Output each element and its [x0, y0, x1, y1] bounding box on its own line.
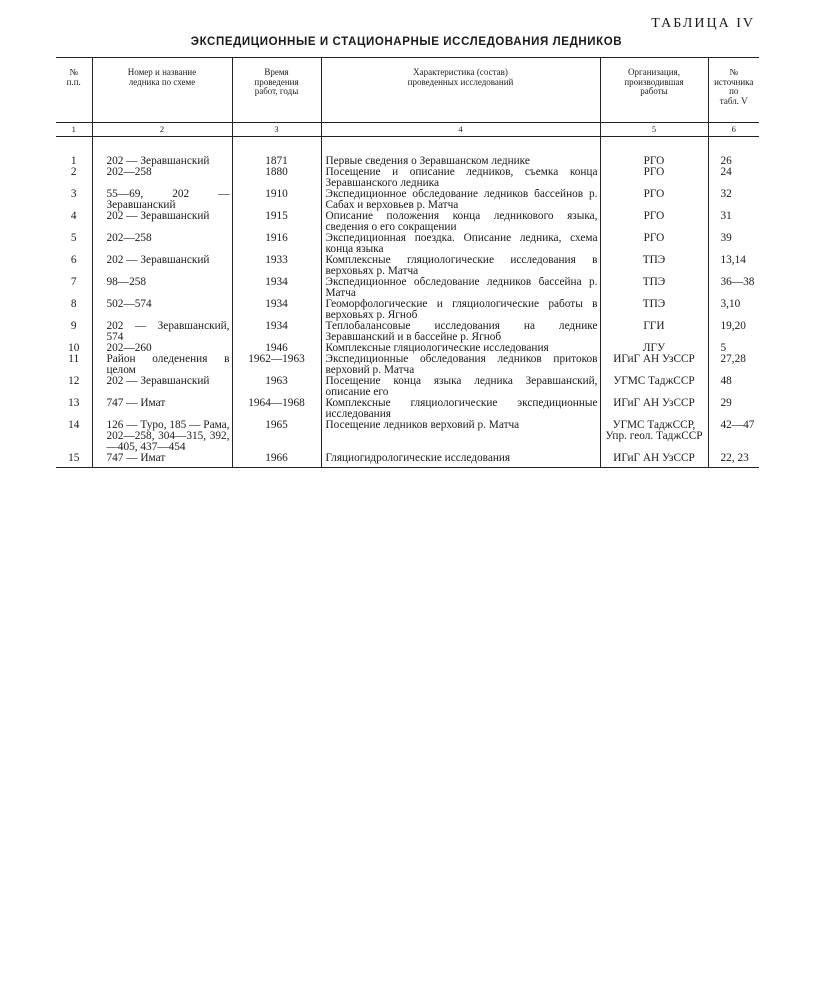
row-number: 7: [70, 277, 77, 288]
glacier-research-table: [56, 57, 759, 468]
source-number: 39: [708, 233, 759, 255]
row-number: 3: [70, 189, 77, 200]
research-description: Первые сведения о Зеравшанском леднике: [321, 137, 600, 168]
organization: ИГиГ АН УзССР: [600, 453, 708, 468]
research-description: Посещение конца языка ледника Зеравшанский, описание его: [321, 376, 600, 398]
research-description: Посещение ледников верховий р. Матча: [321, 420, 600, 453]
table-row: [56, 277, 759, 299]
source-number: 36—38: [708, 277, 759, 299]
work-years: 1963: [232, 376, 321, 398]
row-number: 13: [68, 398, 80, 409]
organization: ЛГУ: [600, 343, 708, 354]
work-years: 1880: [232, 167, 321, 189]
research-description: Экспедиционная поездка. Описание ледника, схема конца языка: [321, 233, 600, 255]
organization: УГМС ТаджССР, Упр. геол. ТаджССР: [600, 420, 708, 453]
table-row: [56, 137, 759, 168]
row-number: 10: [68, 343, 80, 354]
source-number: 26: [708, 137, 759, 168]
glacier-name: 55—69, 202 — Зеравшанский: [92, 189, 232, 211]
row-number: 8: [70, 299, 77, 310]
work-years: 1871: [232, 137, 321, 168]
source-number: 5: [708, 343, 759, 354]
glacier-name: Район оледенения в целом: [92, 354, 232, 376]
organization: ИГиГ АН УзССР: [600, 354, 708, 376]
source-number: 22, 23: [708, 453, 759, 468]
organization: ТПЭ: [600, 255, 708, 277]
work-years: 1916: [232, 233, 321, 255]
work-years: 1933: [232, 255, 321, 277]
row-number: 14: [68, 420, 80, 431]
organization: УГМС ТаджССР: [600, 376, 708, 398]
work-years: 1934: [232, 299, 321, 321]
column-number: 3: [232, 123, 321, 137]
header-source: № источника по табл. V: [708, 58, 759, 123]
table-row: [56, 398, 759, 420]
glacier-name: 202—258: [92, 167, 232, 189]
table-row: [56, 167, 759, 189]
table-row: [56, 420, 759, 453]
organization: РГО: [600, 211, 708, 233]
header-description: Характеристика (состав) проведенных исследований: [321, 58, 600, 123]
organization: ГГИ: [600, 321, 708, 343]
column-number-row: [56, 123, 759, 137]
row-number: 12: [68, 376, 80, 387]
work-years: 1964—1968: [232, 398, 321, 420]
research-description: Комплексные гляциологические исследования в верховьях р. Матча: [321, 255, 600, 277]
source-number: 32: [708, 189, 759, 211]
glacier-name: 126 — Туро, 185 — Рама, 202—258, 304—315, 392,—405, 437—454: [92, 420, 232, 453]
work-years: 1965: [232, 420, 321, 453]
organization: РГО: [600, 233, 708, 255]
research-description: Комплексные гляциологические экспедиционные исследования: [321, 398, 600, 420]
research-description: Теплобалансовые исследования на леднике Зеравшанский и в бассейне р. Ягноб: [321, 321, 600, 343]
source-number: 48: [708, 376, 759, 398]
row-number: 1: [70, 155, 77, 167]
work-years: 1915: [232, 211, 321, 233]
work-years: 1962—1963: [232, 354, 321, 376]
glacier-name: 202 — Зеравшанский: [92, 376, 232, 398]
header-years: Время проведения работ, годы: [232, 58, 321, 123]
table-row: [56, 299, 759, 321]
row-number: 5: [70, 233, 77, 244]
organization: РГО: [600, 167, 708, 189]
glacier-name: 98—258: [92, 277, 232, 299]
work-years: 1946: [232, 343, 321, 354]
row-number: 9: [70, 321, 77, 332]
row-number: 2: [70, 167, 77, 178]
research-description: Экспедиционное обследование ледников бассейнов р. Сабах и верховьев р. Матча: [321, 189, 600, 211]
glacier-name: 202—258: [92, 233, 232, 255]
column-number: 4: [321, 123, 600, 137]
glacier-name: 202 — Зеравшанский: [92, 137, 232, 168]
glacier-name: 202 — Зеравшанский: [92, 211, 232, 233]
row-number: 15: [56, 453, 92, 468]
column-number: 6: [708, 123, 759, 137]
work-years: 1934: [232, 321, 321, 343]
organization: ИГиГ АН УзССР: [600, 398, 708, 420]
organization: ТПЭ: [600, 299, 708, 321]
table-row: [56, 189, 759, 211]
work-years: 1934: [232, 277, 321, 299]
source-number: 13,14: [708, 255, 759, 277]
table-row: [56, 453, 759, 468]
header-row: [56, 58, 759, 123]
table-row: [56, 321, 759, 343]
organization: РГО: [600, 137, 708, 168]
research-description: Экспедиционные обследования ледников притоков верховий р. Матча: [321, 354, 600, 376]
organization: ТПЭ: [600, 277, 708, 299]
glacier-name: 747 — Имат: [92, 453, 232, 468]
glacier-name: 202 — Зеравшанский, 574: [92, 321, 232, 343]
row-number: 6: [70, 255, 77, 266]
header-number: № п.п.: [56, 58, 92, 123]
research-description: Комплексные гляциологические исследования: [321, 343, 600, 354]
source-number: 19,20: [708, 321, 759, 343]
research-description: Геоморфологические и гляциологические работы в верховьях р. Ягноб: [321, 299, 600, 321]
work-years: 1966: [232, 453, 321, 468]
organization: РГО: [600, 189, 708, 211]
research-description: Описание положения конца ледникового языка, сведения о его сокращении: [321, 211, 600, 233]
row-number: 4: [70, 211, 77, 222]
glacier-name: 202—260: [92, 343, 232, 354]
table-label: ТАБЛИЦА IV: [651, 16, 755, 31]
research-description: Экспедиционное обследование ледников бассейна р. Матча: [321, 277, 600, 299]
glacier-name: 202 — Зеравшанский: [92, 255, 232, 277]
table-row: [56, 343, 759, 354]
table-row: [56, 233, 759, 255]
research-description: Посещение и описание ледников, съемка конца Зеравшанского ледника: [321, 167, 600, 189]
source-number: 42—47: [708, 420, 759, 453]
source-number: 31: [708, 211, 759, 233]
header-glacier: Номер и название ледника по схеме: [92, 58, 232, 123]
glacier-name: 747 — Имат: [92, 398, 232, 420]
source-number: 29: [708, 398, 759, 420]
work-years: 1910: [232, 189, 321, 211]
source-number: 27,28: [708, 354, 759, 376]
glacier-name: 502—574: [92, 299, 232, 321]
column-number: 5: [600, 123, 708, 137]
column-number: 2: [92, 123, 232, 137]
table-row: [56, 376, 759, 398]
table-row: [56, 255, 759, 277]
table-row: [56, 211, 759, 233]
source-number: 24: [708, 167, 759, 189]
column-number: 1: [56, 123, 92, 137]
table-title: ЭКСПЕДИЦИОННЫЕ И СТАЦИОНАРНЫЕ ИССЛЕДОВАНИЯ ЛЕДНИКОВ: [190, 36, 623, 48]
row-number: 11: [68, 354, 80, 365]
table-row: [56, 354, 759, 376]
header-organization: Организация, производившая работы: [600, 58, 708, 123]
research-description: Гляциогидрологические исследования: [321, 453, 600, 468]
source-number: 3,10: [708, 299, 759, 321]
